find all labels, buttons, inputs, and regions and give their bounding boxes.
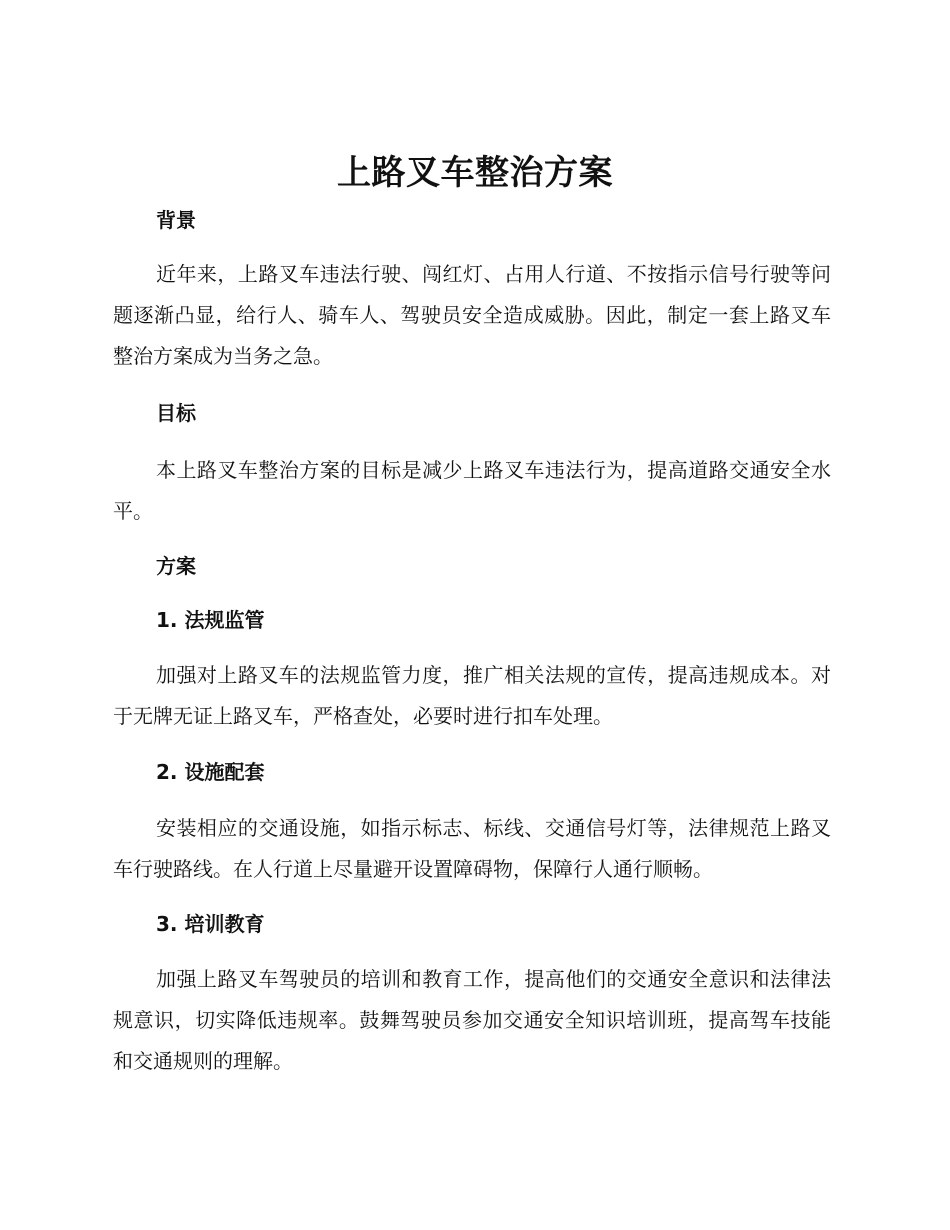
document-title: 上路叉车整治方案	[337, 153, 613, 193]
subheading-regulation: 1. 法规监管	[156, 608, 265, 632]
paragraph-background: 近年来，上路叉车违法行驶、闯红灯、占用人行道、不按指示信号行驶等问题逐渐凸显，给行人、骑车人、驾驶员安全造成威胁。因此，制定一套上路叉车整治方案成为当务之急。	[113, 262, 831, 368]
section-heading-plan: 方案	[156, 554, 196, 578]
paragraph-training: 加强上路叉车驾驶员的培训和教育工作，提高他们的交通安全意识和法律法规意识，切实降低违规率。鼓舞驾驶员参加交通安全知识培训班，提高驾车技能和交通规则的理解。	[113, 967, 831, 1073]
paragraph-goal: 本上路叉车整治方案的目标是减少上路叉车违法行为，提高道路交通安全水平。	[113, 458, 831, 523]
section-heading-goal: 目标	[156, 401, 196, 425]
subheading-facilities: 2. 设施配套	[156, 760, 265, 784]
section-heading-background: 背景	[156, 208, 196, 232]
paragraph-facilities: 安装相应的交通设施，如指示标志、标线、交通信号灯等，法律规范上路叉车行驶路线。在人行道上尽量避开设置障碍物，保障行人通行顺畅。	[113, 816, 831, 881]
paragraph-regulation: 加强对上路叉车的法规监管力度，推广相关法规的宣传，提高违规成本。对于无牌无证上路叉车，严格查处，必要时进行扣车处理。	[113, 663, 831, 728]
subheading-training: 3. 培训教育	[156, 912, 265, 936]
